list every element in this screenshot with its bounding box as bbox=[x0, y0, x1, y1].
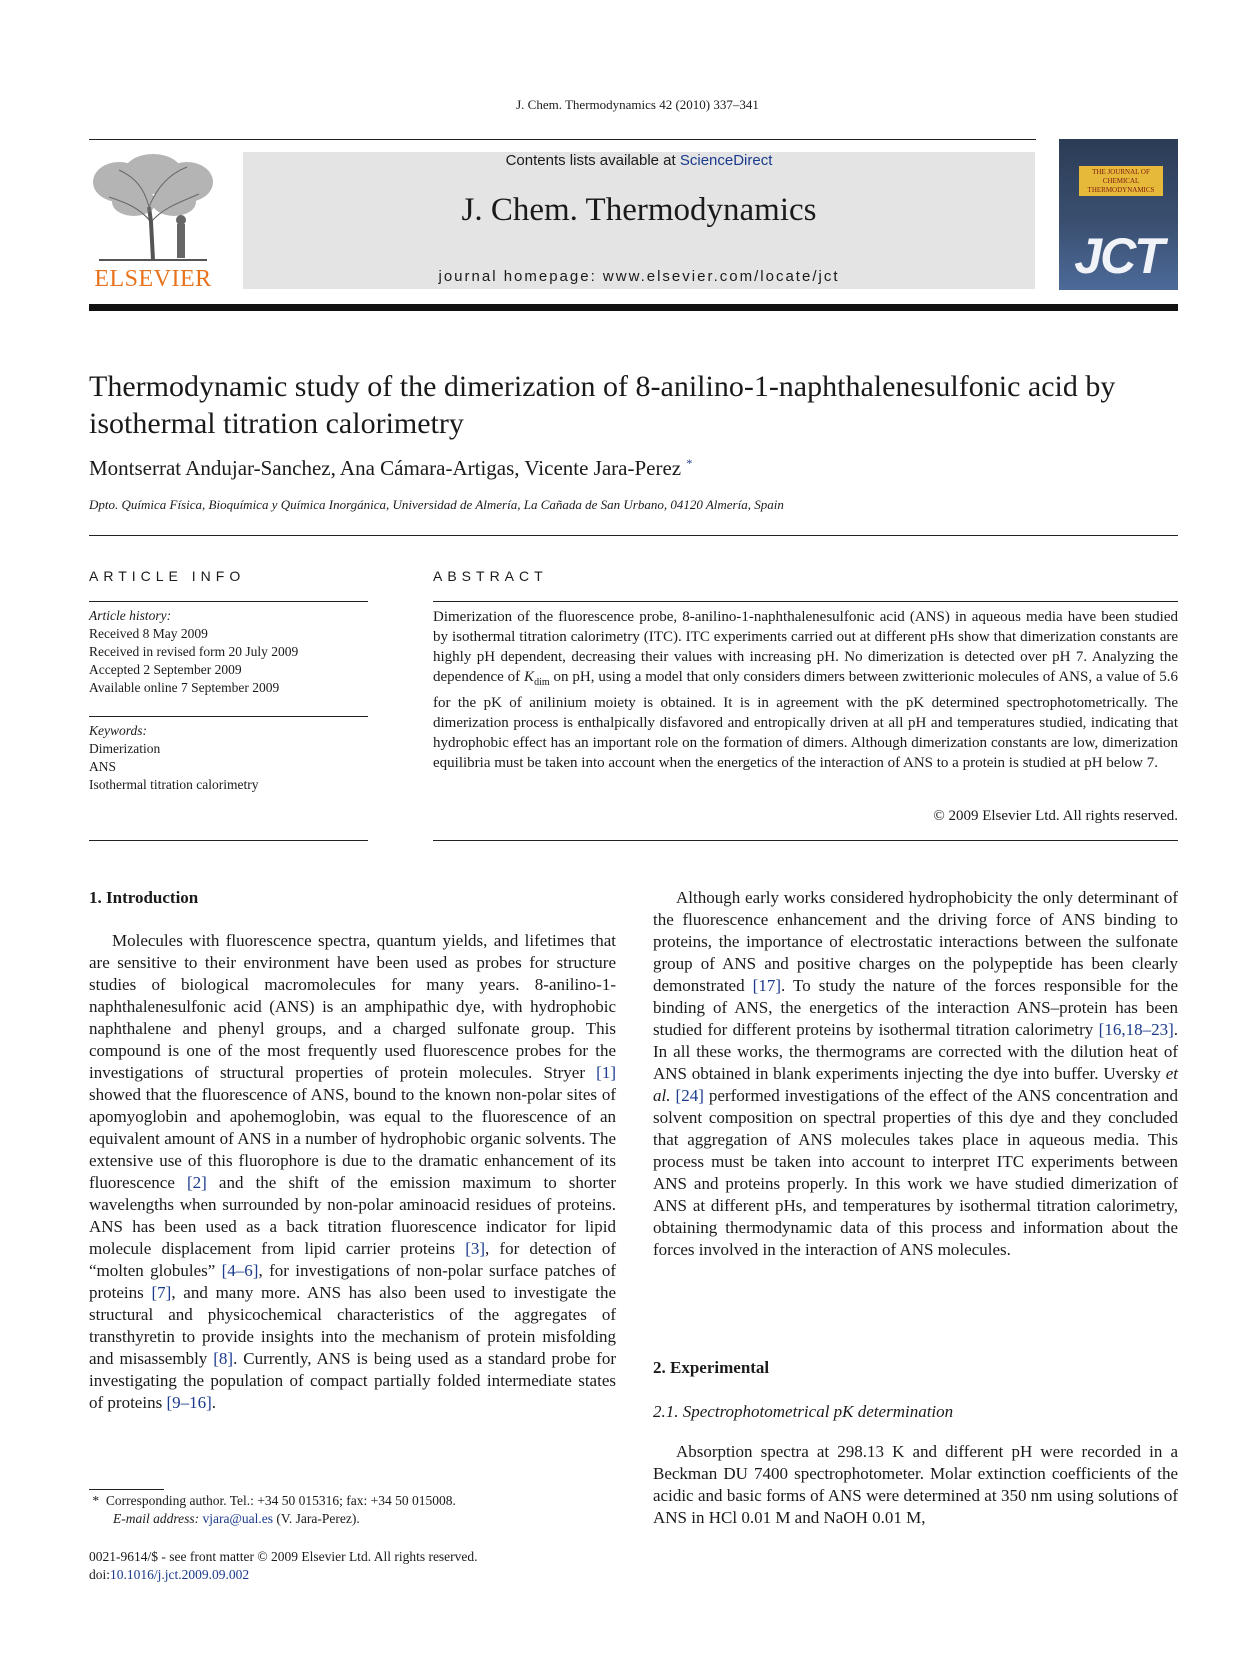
footnote-text: Corresponding author. Tel.: +34 50 015316; fax: +34 50 015008. bbox=[105, 1493, 456, 1508]
keyword-item: Dimerization bbox=[89, 741, 161, 756]
header-rule bbox=[89, 139, 1036, 140]
elsevier-wordmark: ELSEVIER bbox=[94, 266, 212, 292]
text-run: Molecules with fluorescence spectra, quantum yields, and lifetimes that are sensitive to their environment have been used as probes for structure studies of biological macromolecules for many years. 8-anilino-1-naphthalenesulfonic acid (ANS) is an amphipathic dye, with hydrophobic naphthalene and phenyl groups, and a charged sulfonate group. This compound is one of the most frequently used fluorescence probes for the investigations of structural properties of protein molecules. Stryer bbox=[89, 931, 616, 1082]
text-run: . To study the nature of the forces responsible for the binding of ANS, the energetics of the interaction ANS–protein has been studied for different proteins by isothermal titration calorimetry bbox=[653, 976, 1178, 1039]
abstract-heading: ABSTRACT bbox=[433, 568, 548, 584]
corresponding-author-mark[interactable]: * bbox=[686, 456, 693, 470]
text-run: Although early works considered hydrophobicity the only determinant of the fluorescence enhancement and the driving force of ANS binding to proteins, the importance of electrostatic interactions between the sulfonate group of ANS and positive charges on the polypeptide has been clearly demonstrated bbox=[653, 888, 1178, 995]
doi-line bbox=[89, 1567, 249, 1583]
keyword-item: Isothermal titration calorimetry bbox=[89, 777, 259, 792]
history-item: Accepted 2 September 2009 bbox=[89, 662, 242, 677]
reference-link[interactable]: [17] bbox=[752, 976, 781, 995]
history-item: Available online 7 September 2009 bbox=[89, 680, 280, 695]
journal-banner bbox=[243, 152, 1035, 289]
article-info-rule-bottom bbox=[89, 840, 368, 841]
abstract-rule-top bbox=[433, 601, 1178, 602]
text-run: . In all these works, the thermograms are corrected with the dilution heat of ANS obtained in blank experiments injecting the dye into buffer. Uversky bbox=[653, 1020, 1178, 1083]
abstract-part2: on pH, using a model that only considers dimers between zwitterionic molecules of ANS, a value of 5.6 for the pK of anilinium moiety is obtained. It is in agreement with the pK determined spectrophotometrically. The dimerization process is enthalpically disfavored and entropically driven at all pH and temperatures studied, indicating that hydrophobic effect has an important role on the formation of dimers. Although dimerization constants are low, dimerization equilibria must be taken into account when the energetics of the interaction of ANS to a protein is studied at pH below 7. bbox=[433, 669, 1178, 771]
text-run: . Currently, ANS is being used as a standard probe for investigating the population of compact partially folded intermediate states of proteins bbox=[89, 1349, 616, 1412]
text-run: . bbox=[211, 1393, 217, 1412]
elsevier-tree-icon bbox=[89, 152, 217, 262]
reference-link[interactable]: [2] bbox=[187, 1173, 207, 1192]
keyword-item: ANS bbox=[89, 759, 117, 774]
journal-citation: J. Chem. Thermodynamics 42 (2010) 337–341 bbox=[516, 97, 759, 112]
text-run: showed that the fluorescence of ANS, bound to the known non-polar sites of apomyoglobin and apohemoglobin, was equal to the fluorescence of an equivalent amount of ANS in a number of hydrophobic organic solvents. The extensive use of this fluorophore is due to the dramatic enhancement of its fluorescence bbox=[89, 1085, 616, 1192]
authors-text: Montserrat Andujar-Sanchez, Ana Cámara-Artigas, Vicente Jara-Perez bbox=[89, 456, 682, 480]
reference-link[interactable]: [7] bbox=[151, 1283, 172, 1302]
abstract-part1: Dimerization of the fluorescence probe, 8-anilino-1-naphthalenesulfonic acid (ANS) in aqueous media have been studied by isothermal titration calorimetry (ITC). ITC experiments carried out at different pHs show that dimerization constants are highly pH dependent, decreasing their values with increasing pH. No dimerization is detected over pH 7. Analyzing the dependence of bbox=[433, 609, 1178, 685]
experimental-paragraph: Absorption spectra at 298.13 K and different pH were recorded in a Beckman DU 7400 spectrophotometer. Molar extinction coefficients of the acidic and basic forms of ANS were determined at 350 nm using solutions of ANS in HCl 0.01 M and NaOH 0.01 M, bbox=[653, 1442, 1178, 1527]
email-link[interactable]: vjara@ual.es bbox=[202, 1511, 274, 1526]
article-title: Thermodynamic study of the dimerization of 8-anilino-1-naphthalenesulfonic acid by isothermal titration calorimetry bbox=[89, 370, 1116, 440]
cover-title: THE JOURNAL OF CHEMICAL THERMODYNAMICS bbox=[1079, 166, 1163, 196]
intro-paragraph-2 bbox=[653, 887, 1178, 1261]
section-2-heading: 2. Experimental bbox=[653, 1358, 770, 1377]
journal-name: J. Chem. Thermodynamics bbox=[461, 192, 817, 228]
journal-cover[interactable] bbox=[1059, 139, 1178, 290]
reference-link[interactable]: [16,18–23] bbox=[1098, 1020, 1174, 1039]
article-info-heading: ARTICLE INFO bbox=[89, 568, 246, 584]
text-run: and the shift of the emission maximum to shorter wavelengths when surrounded by non-polar aminoacid residues of proteins. ANS has been used as a back titration fluorescence indicator for lipid molecule displacement from lipid carrier proteins bbox=[89, 1173, 617, 1258]
abstract-text bbox=[433, 607, 1178, 773]
history-item: Received in revised form 20 July 2009 bbox=[89, 644, 299, 659]
keywords bbox=[89, 722, 369, 794]
sciencedirect-link[interactable]: ScienceDirect bbox=[679, 152, 773, 169]
k-subscript: dim bbox=[534, 677, 550, 688]
reference-link[interactable]: [3] bbox=[465, 1239, 486, 1258]
reference-link[interactable]: [9–16] bbox=[166, 1393, 212, 1412]
issn-line: 0021-9614/$ - see front matter © 2009 Elsevier Ltd. All rights reserved. bbox=[89, 1549, 478, 1564]
text-run: , for investigations of non-polar surface patches of proteins bbox=[89, 1261, 616, 1302]
reference-link[interactable]: [1] bbox=[596, 1063, 616, 1082]
cover-logo: JCT bbox=[1074, 228, 1163, 284]
article-history bbox=[89, 607, 369, 697]
affiliation-rule bbox=[89, 535, 1178, 536]
text-run: , for detection of “molten globules” bbox=[89, 1239, 616, 1280]
abstract-rule-bottom bbox=[433, 840, 1178, 841]
email-label: E-mail address: bbox=[113, 1511, 203, 1526]
keywords-label: Keywords: bbox=[89, 723, 147, 738]
email-suffix: (V. Jara-Perez). bbox=[273, 1511, 360, 1526]
corresponding-author-footnote bbox=[89, 1492, 649, 1510]
history-label: Article history: bbox=[89, 608, 172, 623]
affiliation: Dpto. Química Física, Bioquímica y Química Inorgánica, Universidad de Almería, La Cañada de San Urbano, 04120 Almería, Spain bbox=[89, 497, 784, 512]
article-info-rule-mid bbox=[89, 716, 368, 717]
header-thick-rule bbox=[89, 304, 1178, 311]
experimental-column bbox=[653, 1441, 1178, 1529]
email-footnote bbox=[89, 1510, 673, 1528]
section-2-1-heading: 2.1. Spectrophotometrical pK determination bbox=[653, 1402, 954, 1421]
doi-label: doi: bbox=[89, 1567, 111, 1582]
reference-link[interactable]: [24] bbox=[675, 1086, 704, 1105]
author-list bbox=[89, 456, 1189, 481]
history-item: Received 8 May 2009 bbox=[89, 626, 208, 641]
k-symbol: K bbox=[524, 669, 535, 685]
doi-link[interactable]: 10.1016/j.jct.2009.09.002 bbox=[110, 1567, 250, 1582]
contents-prefix: Contents lists available at bbox=[505, 152, 680, 169]
journal-homepage-link[interactable]: journal homepage: www.elsevier.com/locate/jct bbox=[438, 268, 840, 285]
text-run: , and many more. ANS has also been used to investigate the structural and physicochemical characteristics of the aggregates of transthyretin to provide insights into the mechanism of protein misfolding and misassembly bbox=[89, 1283, 616, 1368]
right-column-intro bbox=[653, 887, 1178, 1261]
text-run: performed investigations of the effect of the ANS concentration and solvent composition on spectral properties of this dye and they concluded that aggregation of ANS molecules takes place in aqueous media. This process must be taken into account to interpret ITC experiments between ANS and proteins properly. In this work we have studied dimerization of ANS at different pHs, and temperatures by isothermal titration calorimetry, obtaining thermodynamic data of this process and information about the forces involved in the interaction of ANS molecules. bbox=[653, 1086, 1178, 1259]
footnote-rule bbox=[89, 1489, 164, 1490]
article-info-rule-top bbox=[89, 601, 368, 602]
et-al: et al. bbox=[653, 1064, 1178, 1105]
abstract-copyright: © 2009 Elsevier Ltd. All rights reserved. bbox=[933, 808, 1178, 824]
contents-line bbox=[243, 152, 1035, 169]
intro-paragraph bbox=[89, 930, 616, 1414]
reference-link[interactable]: [4–6] bbox=[221, 1261, 259, 1280]
intro-column bbox=[89, 930, 616, 1414]
section-1-heading: 1. Introduction bbox=[89, 888, 199, 907]
footnote-mark: * bbox=[92, 1493, 100, 1508]
elsevier-logo[interactable] bbox=[89, 152, 217, 290]
reference-link[interactable]: [8] bbox=[213, 1349, 234, 1368]
